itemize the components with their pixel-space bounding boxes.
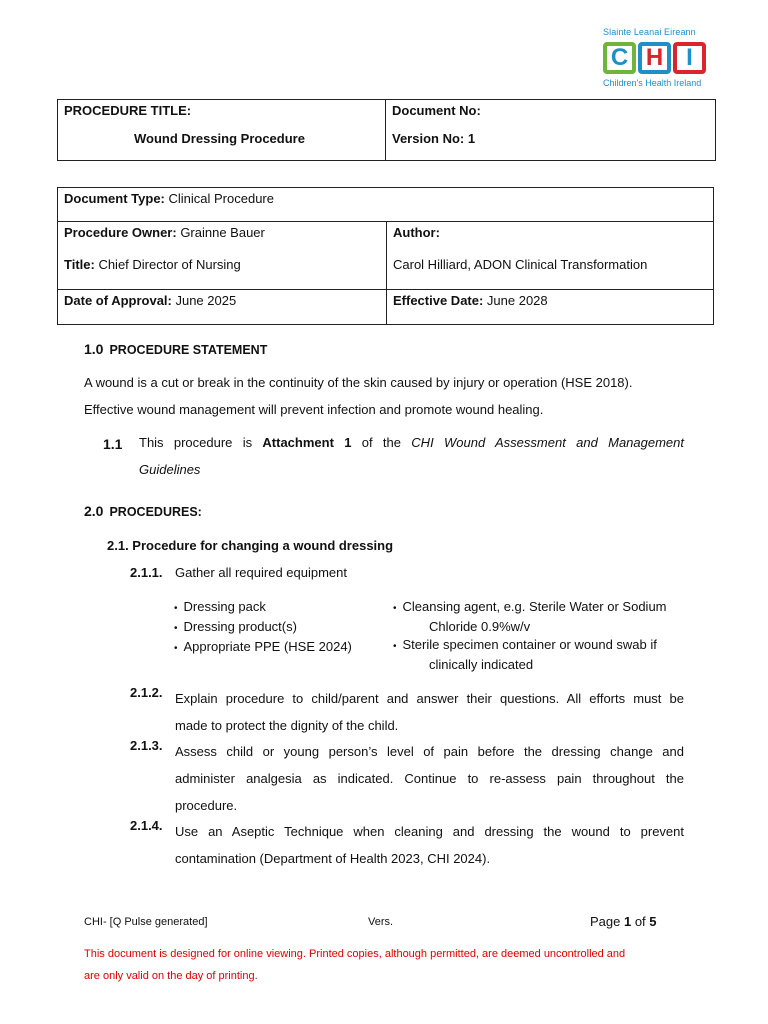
logo-irish-text: Slainte Leanai Eireann — [603, 27, 696, 37]
disclaimer-line1: This document is designed for online viewing. Printed copies, although permitted, are deemed uncontrolled and — [84, 948, 626, 960]
page-pre: Page — [590, 914, 624, 929]
effective-label: Effective Date: — [393, 293, 484, 308]
text-line: procedure. — [175, 798, 238, 813]
equipment-item: • Dressing product(s) — [174, 618, 352, 638]
text-line: Assess child or young person’s level of pain before the dressing change and — [175, 744, 684, 759]
approval-value: June 2025 — [171, 293, 237, 308]
owner-cell — [58, 222, 387, 290]
author-value: Carol Hilliard, ADON Clinical Transformation — [393, 257, 648, 272]
subsection-2-1-heading: 2.1. Procedure for changing a wound dressing — [107, 538, 394, 553]
approval-label: Date of Approval: — [64, 293, 172, 308]
item-2-1-3-text — [175, 738, 684, 819]
logo-english-text: Children's Health Ireland — [603, 78, 702, 88]
page-total: 5 — [649, 914, 657, 929]
subsection-text-mid: of the — [351, 435, 412, 450]
equipment-item-cont: Chloride 0.9%w/v — [429, 619, 531, 634]
logo-block-i: I — [673, 42, 706, 74]
item-2-1-4-text — [175, 818, 684, 872]
item-2-1-2-text — [175, 685, 684, 739]
document-no-label: Document No: — [392, 103, 481, 118]
subsection-1-1-line1 — [139, 435, 684, 450]
document-number-cell — [386, 100, 716, 161]
subsection-1-1-number: 1.1 — [103, 436, 123, 452]
item-2-1-1-number: 2.1.1. — [130, 565, 163, 580]
title-table — [57, 99, 716, 161]
footer-page-number — [590, 914, 657, 929]
section-1-title: PROCEDURE STATEMENT — [109, 343, 268, 357]
effective-value: June 2028 — [483, 293, 548, 308]
logo-block-h: H — [638, 42, 671, 74]
item-2-1-4-number: 2.1.4. — [130, 818, 163, 833]
attachment-ref: Attachment 1 — [262, 435, 352, 450]
effective-cell — [387, 290, 714, 325]
procedure-title-cell — [58, 100, 386, 161]
equipment-item: • Appropriate PPE (HSE 2024) — [174, 638, 352, 658]
page-current: 1 — [623, 914, 632, 929]
text-line: made to protect the dignity of the child. — [175, 718, 399, 733]
section-2-title: PROCEDURES: — [109, 505, 202, 519]
version-no-label: Version No: 1 — [392, 131, 476, 146]
item-2-1-1-text: Gather all required equipment — [175, 565, 347, 580]
equipment-item-cont: clinically indicated — [429, 657, 534, 672]
procedure-title-value: Wound Dressing Procedure — [134, 131, 305, 146]
author-cell — [387, 222, 714, 290]
guideline-title: CHI Wound Assessment and Management — [411, 435, 684, 450]
section-2-number: 2.0 — [84, 503, 104, 519]
document-type-label: Document Type: — [64, 191, 165, 206]
author-label: Author: — [393, 225, 440, 240]
text-line: Explain procedure to child/parent and answer their questions. All efforts must be — [175, 691, 684, 706]
info-table — [57, 187, 714, 325]
section-2-heading — [84, 503, 202, 519]
approval-cell — [58, 290, 387, 325]
equipment-list-left — [174, 598, 352, 658]
logo-blocks — [603, 42, 706, 74]
equipment-item: • Sterile specimen container or wound swab if — [393, 636, 667, 656]
footer-left: CHI- [Q Pulse generated] — [84, 916, 208, 928]
logo-block-c: C — [603, 42, 636, 74]
title-label: Title: — [64, 257, 95, 272]
text-line: contamination (Department of Health 2023, CHI 2024). — [175, 851, 491, 866]
equipment-item: • Dressing pack — [174, 598, 352, 618]
procedure-title-label: PROCEDURE TITLE: — [64, 103, 192, 118]
item-2-1-3-number: 2.1.3. — [130, 738, 163, 753]
section-1-heading — [84, 341, 267, 357]
section-1-para-line2: Effective wound management will prevent infection and promote wound healing. — [84, 402, 544, 417]
document-type-cell — [58, 188, 714, 222]
text-line: Use an Aseptic Technique when cleaning and dressing the wound to prevent — [175, 824, 684, 839]
disclaimer-line2: are only valid on the day of printing. — [84, 970, 258, 982]
subsection-text-pre: This procedure is — [139, 435, 263, 450]
document-type-value: Clinical Procedure — [164, 191, 274, 206]
title-value: Chief Director of Nursing — [94, 257, 241, 272]
text-line: administer analgesia as indicated. Continue to re-assess pain throughout the — [175, 771, 684, 786]
equipment-item: • Cleansing agent, e.g. Sterile Water or Sodium — [393, 598, 667, 618]
section-1-number: 1.0 — [84, 341, 104, 357]
guideline-title-cont: Guidelines — [139, 462, 201, 477]
procedure-owner-value: Grainne Bauer — [176, 225, 265, 240]
page-mid: of — [631, 914, 650, 929]
section-1-para-line1: A wound is a cut or break in the continuity of the skin caused by injury or operation (HSE 2018). — [84, 375, 633, 390]
procedure-owner-label: Procedure Owner: — [64, 225, 177, 240]
subsection-1-1-line2 — [139, 462, 200, 477]
equipment-list-right — [393, 598, 667, 674]
footer-version: Vers. — [368, 916, 394, 928]
item-2-1-2-number: 2.1.2. — [130, 685, 163, 700]
